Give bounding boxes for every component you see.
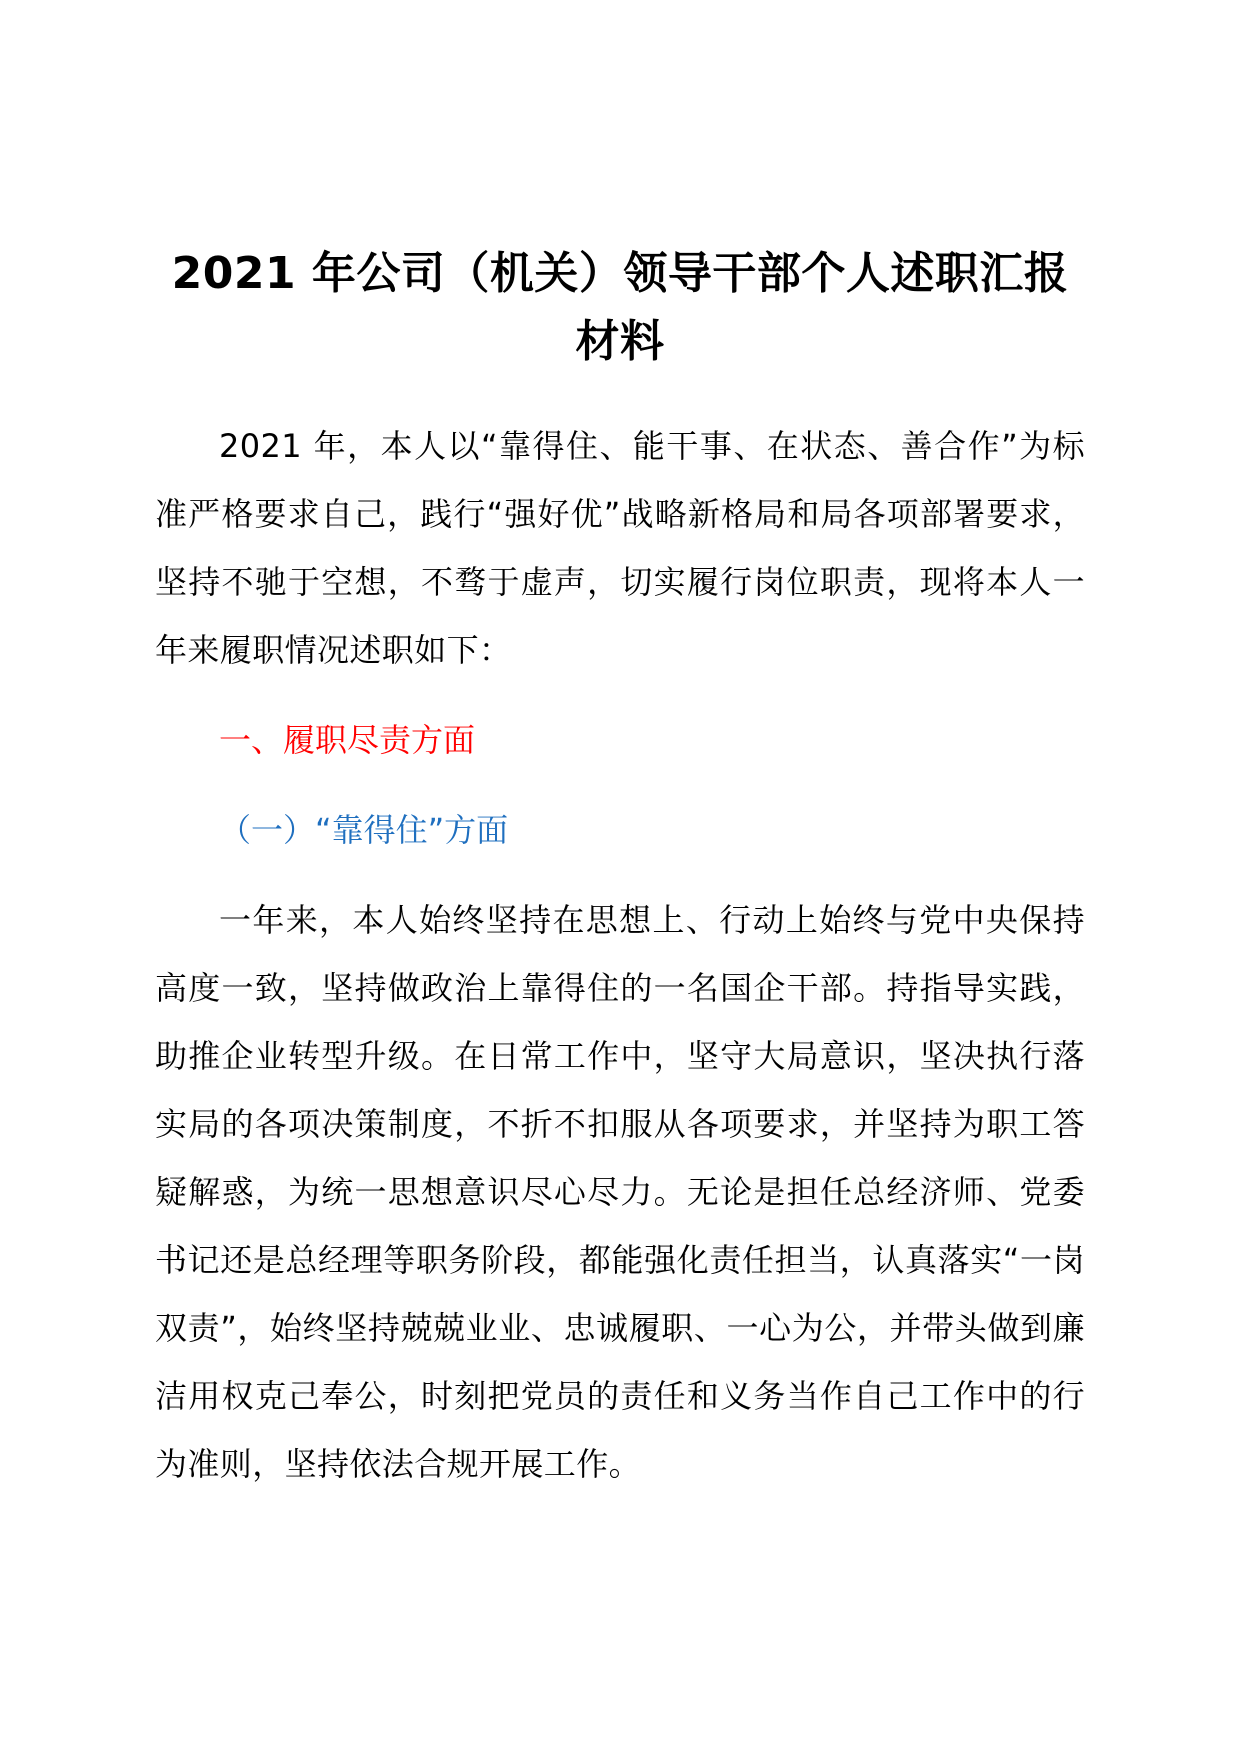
document-page [155,240,1085,1498]
document-title [155,240,1085,376]
section-heading-1: 一、履职尽责方面 [219,721,476,759]
intro-paragraph: 2021 年，本人以“靠得住、能干事、在状态、善合作”为标准严格要求自己，践行“强好优”战略新格局和局各项部署要求，坚持不驰于空想，不骛于虚声，切实履行岗位职责，现将本人一年来履职情况述职如下： [155,427,1085,669]
subsection-heading-1: （一）“靠得住”方面 [219,811,509,849]
title-line-2: 材料 [575,316,665,367]
title-line-1: 2021 年公司（机关）领导干部个人述职汇报 [171,248,1069,299]
subsection-1-paragraph: 一年来，本人始终坚持在思想上、行动上始终与党中央保持高度一致，坚持做政治上靠得住的一名国企干部。持指导实践，助推企业转型升级。在日常工作中，坚守大局意识，坚决执行落实局的各项决策制度，不折不扣服从各项要求，并坚持为职工答疑解惑，为统一思想意识尽心尽力。无论是担任总经济师、党委书记还是总经理等职务阶段，都能强化责任担当，认真落实“一岗双责”，始终坚持兢兢业业、忠诚履职、一心为公，并带头做到廉洁用权克己奉公，时刻把党员的责任和义务当作自己工作中的行为准则，坚持依法合规开展工作。 [155,901,1085,1483]
